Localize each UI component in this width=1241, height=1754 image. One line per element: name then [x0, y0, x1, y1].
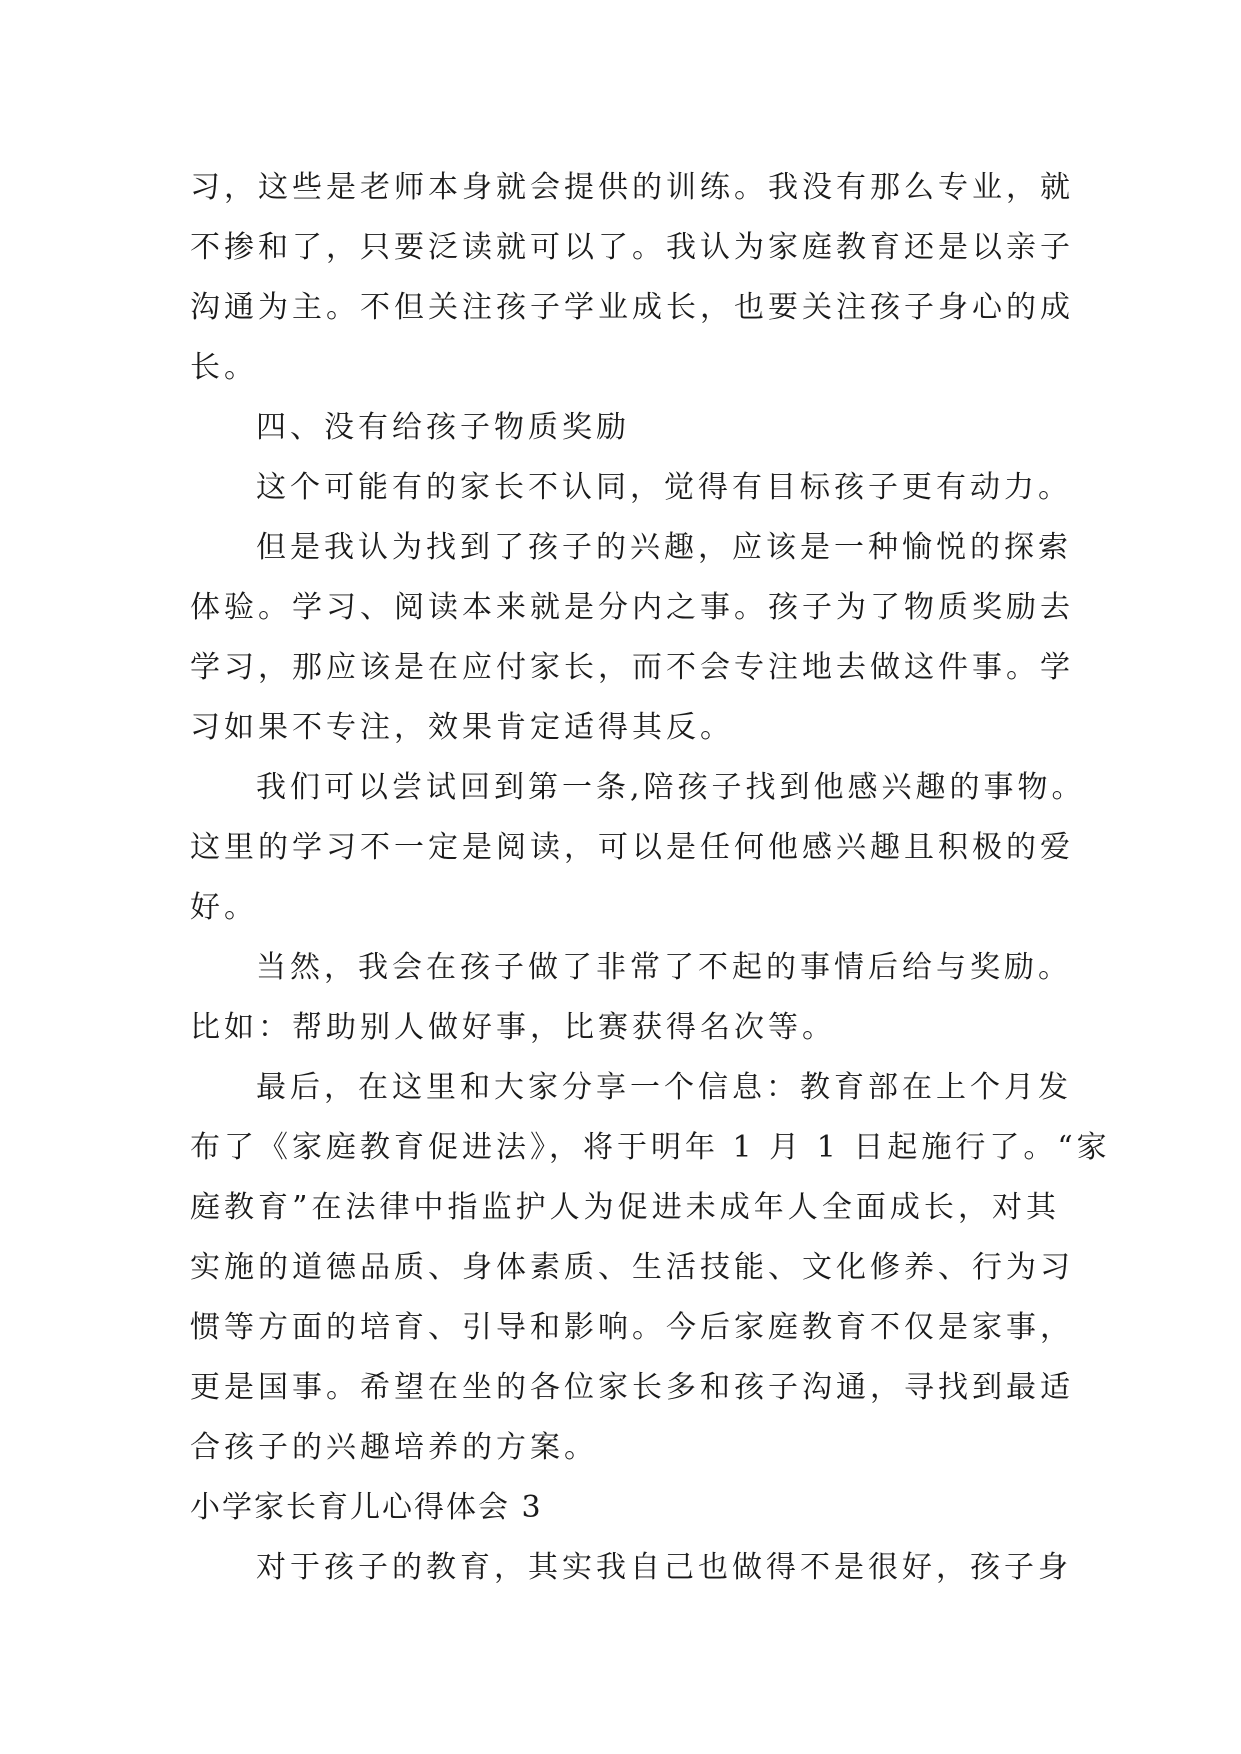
text-line: 体验。学习、阅读本来就是分内之事。孩子为了物质奖励去 — [190, 590, 1074, 625]
text-line: 沟通为主。不但关注孩子学业成长，也要关注孩子身心的成 — [190, 290, 1074, 325]
text-line: 惯等方面的培育、引导和影响。今后家庭教育不仅是家事， — [190, 1310, 1074, 1345]
text-line: 比如：帮助别人做好事，比赛获得名次等。 — [190, 1010, 836, 1045]
text-line: 但是我认为找到了孩子的兴趣，应该是一种愉悦的探索 — [256, 530, 1072, 565]
text-line: 长。 — [190, 350, 258, 385]
text-line: 好。 — [190, 890, 258, 925]
text-line: 这个可能有的家长不认同，觉得有目标孩子更有动力。 — [256, 470, 1072, 505]
text-line: 不掺和了，只要泛读就可以了。我认为家庭教育还是以亲子 — [190, 230, 1074, 265]
text-line: 四、没有给孩子物质奖励 — [256, 410, 630, 445]
text-line: 习，这些是老师本身就会提供的训练。我没有那么专业，就 — [190, 170, 1074, 205]
text-line: 实施的道德品质、身体素质、生活技能、文化修养、行为习 — [190, 1250, 1074, 1285]
text-line: 庭教育”在法律中指监护人为促进未成年人全面成长，对其 — [190, 1190, 1060, 1225]
text-line: 布了《家庭教育促进法》，将于明年 1 月 1 日起施行了。“家 — [190, 1130, 1111, 1165]
text-line: 我们可以尝试回到第一条,陪孩子找到他感兴趣的事物。 — [256, 770, 1086, 805]
text-line: 当然，我会在孩子做了非常了不起的事情后给与奖励。 — [256, 950, 1072, 985]
text-line: 最后，在这里和大家分享一个信息：教育部在上个月发 — [256, 1070, 1072, 1105]
section-heading: 小学家长育儿心得体会 3 — [190, 1490, 543, 1525]
text-line: 学习，那应该是在应付家长，而不会专注地去做这件事。学 — [190, 650, 1074, 685]
text-line: 对于孩子的教育，其实我自己也做得不是很好，孩子身 — [256, 1550, 1072, 1585]
text-line: 更是国事。希望在坐的各位家长多和孩子沟通，寻找到最适 — [190, 1370, 1074, 1405]
text-line: 习如果不专注，效果肯定适得其反。 — [190, 710, 734, 745]
document-body — [190, 158, 1111, 1598]
text-line: 这里的学习不一定是阅读，可以是任何他感兴趣且积极的爱 — [190, 830, 1074, 865]
text-line: 合孩子的兴趣培养的方案。 — [190, 1430, 598, 1465]
